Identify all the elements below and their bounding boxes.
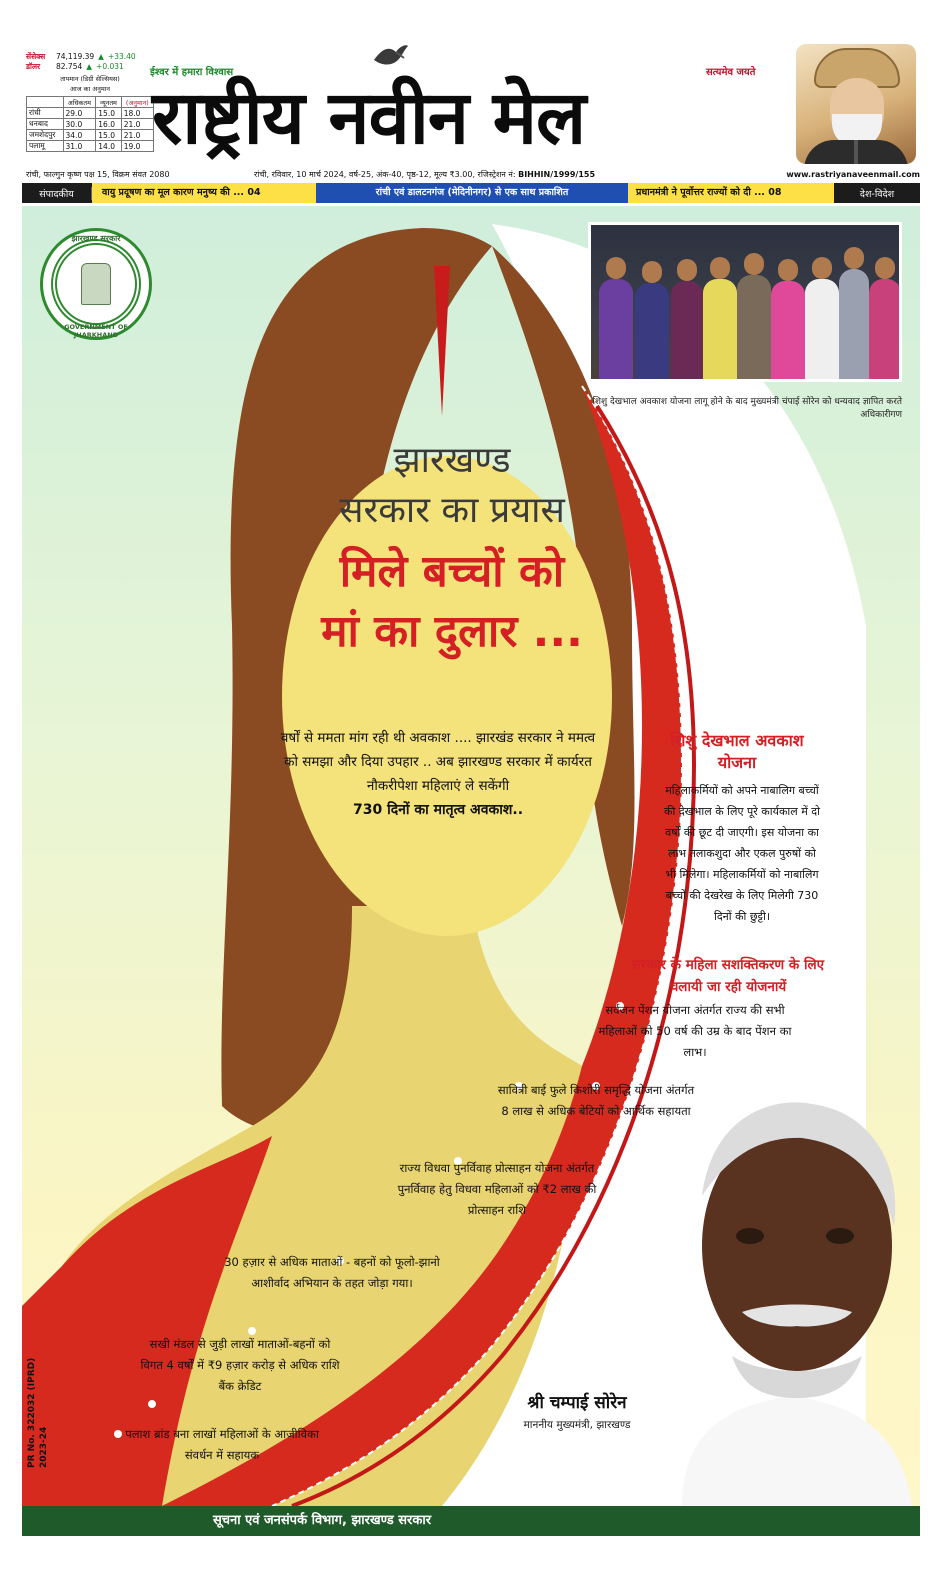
tagline-left: ईश्वर में हमारा विश्वास xyxy=(150,67,234,78)
weather-row xyxy=(27,119,154,130)
weather-cell: 16.0 xyxy=(96,119,121,130)
weather-caption-forecast: आज का अनुमान xyxy=(69,85,111,93)
intro-body: वर्षों से ममता मांग रही थी अवकाश .... झारखंड सरकार ने ममत्व को समझा और दिया उपहार .. अब झारखण्ड सरकार में कार्यरत नौकरीपेशा महिलाएं ले सकेंगी xyxy=(280,730,596,794)
person-figure xyxy=(771,281,805,379)
tagline-right: सत्यमेव जयते xyxy=(706,67,756,78)
weather-cell: 29.0 xyxy=(63,108,96,119)
headline-line-3: मिले बच्चों को xyxy=(339,546,565,597)
weather-row xyxy=(27,108,154,119)
person-figure xyxy=(703,279,737,379)
microphone-icon xyxy=(854,140,858,164)
person-figure xyxy=(599,279,633,379)
scheme-bullet: राज्य विधवा पुनर्विवाह प्रोत्साहन योजना अंतर्गत पुनर्विवाह हेतु विधवा महिलाओं को ₹2 लाख की प्रोत्साहन राशि xyxy=(397,1161,597,1217)
market-row-dollar xyxy=(26,62,154,72)
person-figure xyxy=(805,279,839,379)
edition-note: रांची एवं डालटनगंज (मेदिनीनगर) से एक साथ प्रकाशित xyxy=(316,183,628,203)
market-ticker xyxy=(26,52,154,94)
weather-row xyxy=(27,141,154,152)
photo-caption: शिशु देखभाल अवकाश योजना लागू होने के बाद मुख्यमंत्री चंपाई सोरेन को धन्यवाद ज्ञापित करते अधिकारीगण xyxy=(592,397,902,420)
pr-number: PR No. 322032 (IPRD) 2023-24 xyxy=(27,1357,49,1468)
masthead xyxy=(0,0,945,205)
market-change: +0.031 xyxy=(96,62,124,71)
weather-header: अधिकतम xyxy=(63,97,96,108)
dateline-center xyxy=(254,168,770,182)
registration-number: BIHHIN/1999/155 xyxy=(518,170,596,179)
newspaper-title: राष्ट्रीय नवीन मेल xyxy=(152,75,586,161)
weather-city: जमशेदपुर xyxy=(27,130,64,141)
weather-table xyxy=(26,96,154,152)
pm-photo xyxy=(796,44,916,164)
website-link[interactable]: www.rastriyanaveenmail.com xyxy=(786,170,920,179)
weather-cell: 15.0 xyxy=(96,130,121,141)
teaser-left[interactable]: वायु प्रदूषण का मूल कारण मनुष्य की ... 04 xyxy=(92,183,316,203)
headline-line-1: झारखण्ड xyxy=(393,440,511,481)
scheme-bullet: 30 हज़ार से अधिक माताओं - बहनों को फूलो-झानो आशीर्वाद अभियान के तहत जोड़ा गया। xyxy=(224,1255,440,1290)
dateline-text: रांची, रविवार, 10 मार्च 2024, वर्ष-25, अंक-40, पृष्ठ-12, मूल्य ₹3.00, रजिस्ट्रेशन नं: xyxy=(254,170,516,179)
weather-header: न्यूनतम xyxy=(96,97,121,108)
weather-cell: 30.0 xyxy=(63,119,96,130)
weather-cell: 34.0 xyxy=(63,130,96,141)
ad-headline xyxy=(262,436,642,662)
weather-caption: तापमान (डिग्री सेल्सियस) xyxy=(60,75,120,83)
chief-minister-designation: माननीय मुख्यमंत्री, झारखण्ड xyxy=(523,1419,631,1431)
jharkhand-emblem xyxy=(40,228,152,340)
weather-cell: 19.0 xyxy=(121,141,153,152)
market-label: डॉलर xyxy=(26,62,41,71)
person-figure xyxy=(869,279,901,379)
schemes-subtitle: सरकार के महिला सशक्तिकरण के लिए चलायी जा रही योजनायें xyxy=(631,957,825,995)
group-photo xyxy=(588,222,902,382)
person-figure xyxy=(737,275,771,379)
weather-city: रांची xyxy=(27,108,64,119)
weather-cell: 31.0 xyxy=(63,141,96,152)
weather-row xyxy=(27,130,154,141)
up-arrow-icon: ▲ xyxy=(98,52,104,61)
section-strip xyxy=(22,183,920,203)
weather-header: (अनुमान) xyxy=(121,97,153,108)
headline-line-4: मां का दुलार ... xyxy=(321,606,583,657)
weather-cell: 18.0 xyxy=(121,108,153,119)
ashoka-emblem-icon xyxy=(81,263,111,305)
emblem-text-bottom: GOVERNMENT OF JHARKHAND xyxy=(64,323,128,339)
weather-header-row xyxy=(27,97,154,108)
person-figure xyxy=(635,283,669,379)
scheme-bullet: सावित्री बाई फुले किशोरी समृद्धि योजना अंतर्गत 8 लाख से अधिक बेटियों को आर्थिक सहायता xyxy=(497,1083,695,1118)
market-value: 82.754 xyxy=(56,62,83,71)
ad-footer xyxy=(22,1506,920,1536)
scheme-body: महिलाकर्मियों को अपने नाबालिग बच्चों की देखभाल के लिए पूरे कार्यकाल में दो वर्षों की छूट दी जाएगी। इस योजना का लाभ तलाकशुदा और एकल पुरुषों को भी मिलेगा। महिलाकर्मियों को नाबालिग बच्चों की देखरेख के लिए मिलेगी 730 दिनों की छुट्टी। xyxy=(664,784,820,923)
weather-city: धनबाद xyxy=(27,119,64,130)
scheme-bullet: सर्वजन पेंशन योजना अंतर्गत राज्य की सभी महिलाओं को 50 वर्ष की उम्र के बाद पेंशन का लाभ। xyxy=(598,1003,792,1059)
market-label: सेंसेक्स xyxy=(26,52,46,61)
weather-cell: 14.0 xyxy=(96,141,121,152)
weather-header xyxy=(27,97,64,108)
weather-cell: 21.0 xyxy=(121,119,153,130)
section-editorial[interactable]: संपादकीय xyxy=(22,187,92,200)
section-world[interactable]: देश-विदेश xyxy=(859,188,895,200)
scheme-bullet: पलाश ब्रांड बना लाखों महिलाओं के आजीविका संवर्धन में सहायक xyxy=(125,1427,319,1462)
emblem-text-top: झारखण्ड सरकार xyxy=(71,234,121,243)
chief-minister-name: श्री चम्पाई सोरेन xyxy=(527,1393,627,1413)
market-value: 74,119.39 xyxy=(56,52,95,61)
dateline xyxy=(26,168,920,182)
dateline-left: रांची, फाल्गुन कृष्ण पक्ष 15, विक्रम संवत 2080 xyxy=(26,170,170,179)
intro-highlight: 730 दिनों का मातृत्व अवकाश.. xyxy=(352,802,524,818)
person-figure xyxy=(671,281,703,379)
intro-text xyxy=(278,726,598,822)
person-figure xyxy=(839,269,869,379)
scheme-bullet: सखी मंडल से जुड़ी लाखों माताओं-बहनों को विगत 4 वर्षों में ₹9 हज़ार करोड़ से अधिक राशि बैंक क्रेडिट xyxy=(140,1337,340,1393)
teaser-right[interactable]: प्रधानमंत्री ने पूर्वोत्तर राज्यों को दी ... 08 xyxy=(628,183,834,203)
market-row-sensex xyxy=(26,52,154,62)
chief-minister-photo xyxy=(662,1076,920,1506)
up-arrow-icon: ▲ xyxy=(86,62,93,71)
headline-line-2: सरकार का प्रयास xyxy=(339,490,565,531)
market-change: +33.40 xyxy=(107,52,136,61)
weather-cell: 15.0 xyxy=(96,108,121,119)
weather-city: पलामू xyxy=(27,141,64,152)
scheme-title: शिशु देखभाल अवकाश योजना xyxy=(670,731,804,772)
footer-department: सूचना एवं जनसंपर्क विभाग, झारखण्ड सरकार xyxy=(212,1513,432,1528)
weather-cell: 21.0 xyxy=(121,130,153,141)
government-advertisement xyxy=(22,206,920,1536)
